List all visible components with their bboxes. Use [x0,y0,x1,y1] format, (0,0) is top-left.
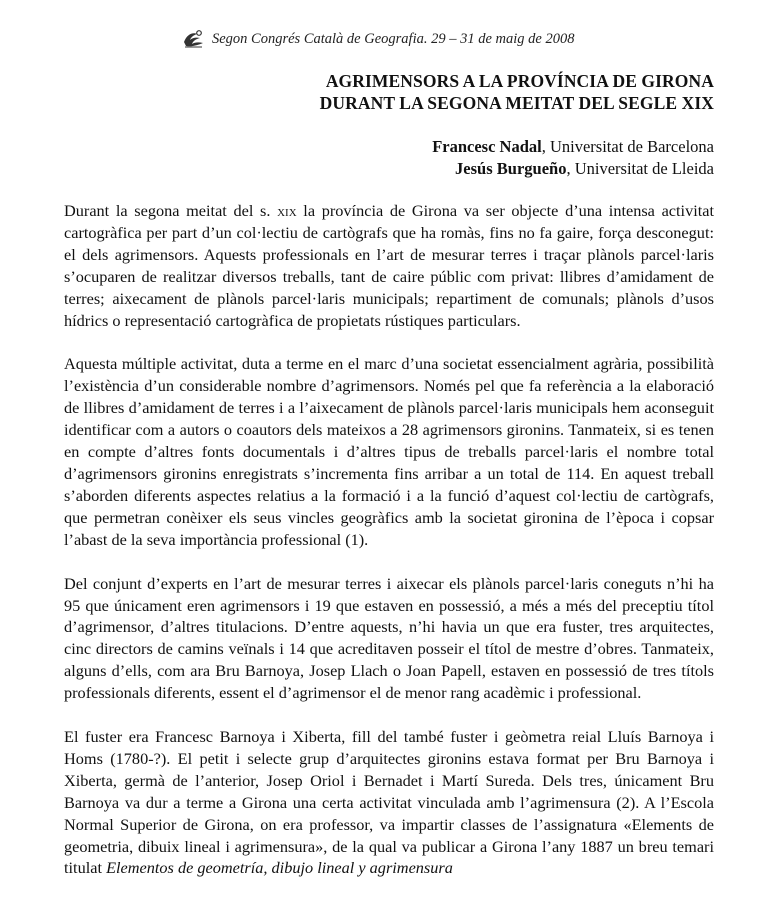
author-affiliation: , Universitat de Lleida [566,159,714,178]
book-title: Elementos de geometría, dibujo lineal y agrimensura [106,858,453,878]
paragraph-2: Aquesta múltiple activitat, duta a terme en el marc d’una societat essencialment agrària, possibilità l’existència d’un considerable nombre d’agrimensors. Només pel que fa referència a la elaboració de llibres d’amidament de terres i a l’aixecament de plànols parcel·laris municipals hem aconseguit identificar com a autors o coautors dels mateixos a 28 agrimensors gironins. Tanmateix, si es tenen en compte d’altres fonts documentals i d’altres tipus de treballs parcel·laris el nombre total d’agrimensors gironins enregistrats s’incrementa fins arribar a un total de 114. En aquest treball s’aborden diferents aspectes relatius a la formació i a la funció d’aquest col·lectiu de cartògrafs, que permetran conèixer els seus vincles geogràfics amb la societat gironina de l’època i copsar l’abast de la seva importància professional (1). [64,354,714,549]
title-line-2: DURANT LA SEGONA MEITAT DEL SEGLE XIX [319,93,714,113]
paragraph-4: El fuster era Francesc Barnoya i Xiberta, fill del també fuster i geòmetra reial Lluís Barnoya i Homs (1780-?). El petit i selecte grup d’arquitectes gironins estava format per Bru Barnoya i Xiberta, germà de l’anterior, Josep Oriol i Bernadet i Martí Sureda. Dels tres, únicament Bru Barnoya va dur a terme a Girona una certa activitat vinculada amb l’agrimensura (2). A l’Escola Normal Superior de Girona, on era professor, va impartir classes de l’assignatura «Elements de geometria, dibuix lineal i agrimensura», de la qual va publicar a Girona l’any 1887 un breu temari titulat Elementos de geometría, dibujo lineal y agrimensura [64,727,714,878]
author-name: Jesús Burgueño [455,159,567,178]
author-1 [432,136,714,158]
paragraph-3: Del conjunt d’experts en l’art de mesurar terres i aixecar els plànols parcel·laris coneguts n’hi ha 95 que únicament eren agrimensors i 19 que estaven en possessió, a més a més del preceptiu títol d’agrimensor, d’altres titulacions. D’entre aquests, n’hi havia un que era fuster, tres arquitectes, cinc directors de camins veïnals i 14 que acreditaven posseir el títol de mestre d’obres. Tanmateix, alguns d’ells, com ara Bru Barnoya, Josep Llach o Joan Papell, estaven en possessió de tres títols professionals diferents, essent el d’agrimensor el de menor rang acadèmic i professional. [64,573,714,703]
author-affiliation: , Universitat de Barcelona [541,137,714,156]
paper-title [320,70,714,114]
body-text [64,200,714,901]
author-list [432,136,714,180]
conference-title: Segon Congrés Català de Geografia. 29 – 31 de maig de 2008 [212,30,575,47]
conference-logo-icon [182,28,206,50]
author-2 [432,158,714,180]
author-name: Francesc Nadal [432,137,542,156]
century-numeral: xix [277,201,297,220]
title-line-1: AGRIMENSORS A LA PROVÍNCIA DE GIRONA [325,71,714,91]
running-header [182,28,574,50]
paragraph-1: Durant la segona meitat del s. xix la província de Girona va ser objecte d’una intensa activitat cartogràfica per part d’un col·lectiu de cartògrafs que ha romàs, fins no fa gaire, força desconegut: el dels agrimensors. Aquests professionals en l’art de mesurar terres i traçar plànols parcel·laris s’ocuparen de realitzar diversos treballs, tant de caire públic com privat: llibres d’amidament de terres; aixecament de plànols parcel·laris municipals; repartiment de comunals; plànols d’usos hídrics o representació cartogràfica de propietats rústiques particulars. [64,201,715,330]
